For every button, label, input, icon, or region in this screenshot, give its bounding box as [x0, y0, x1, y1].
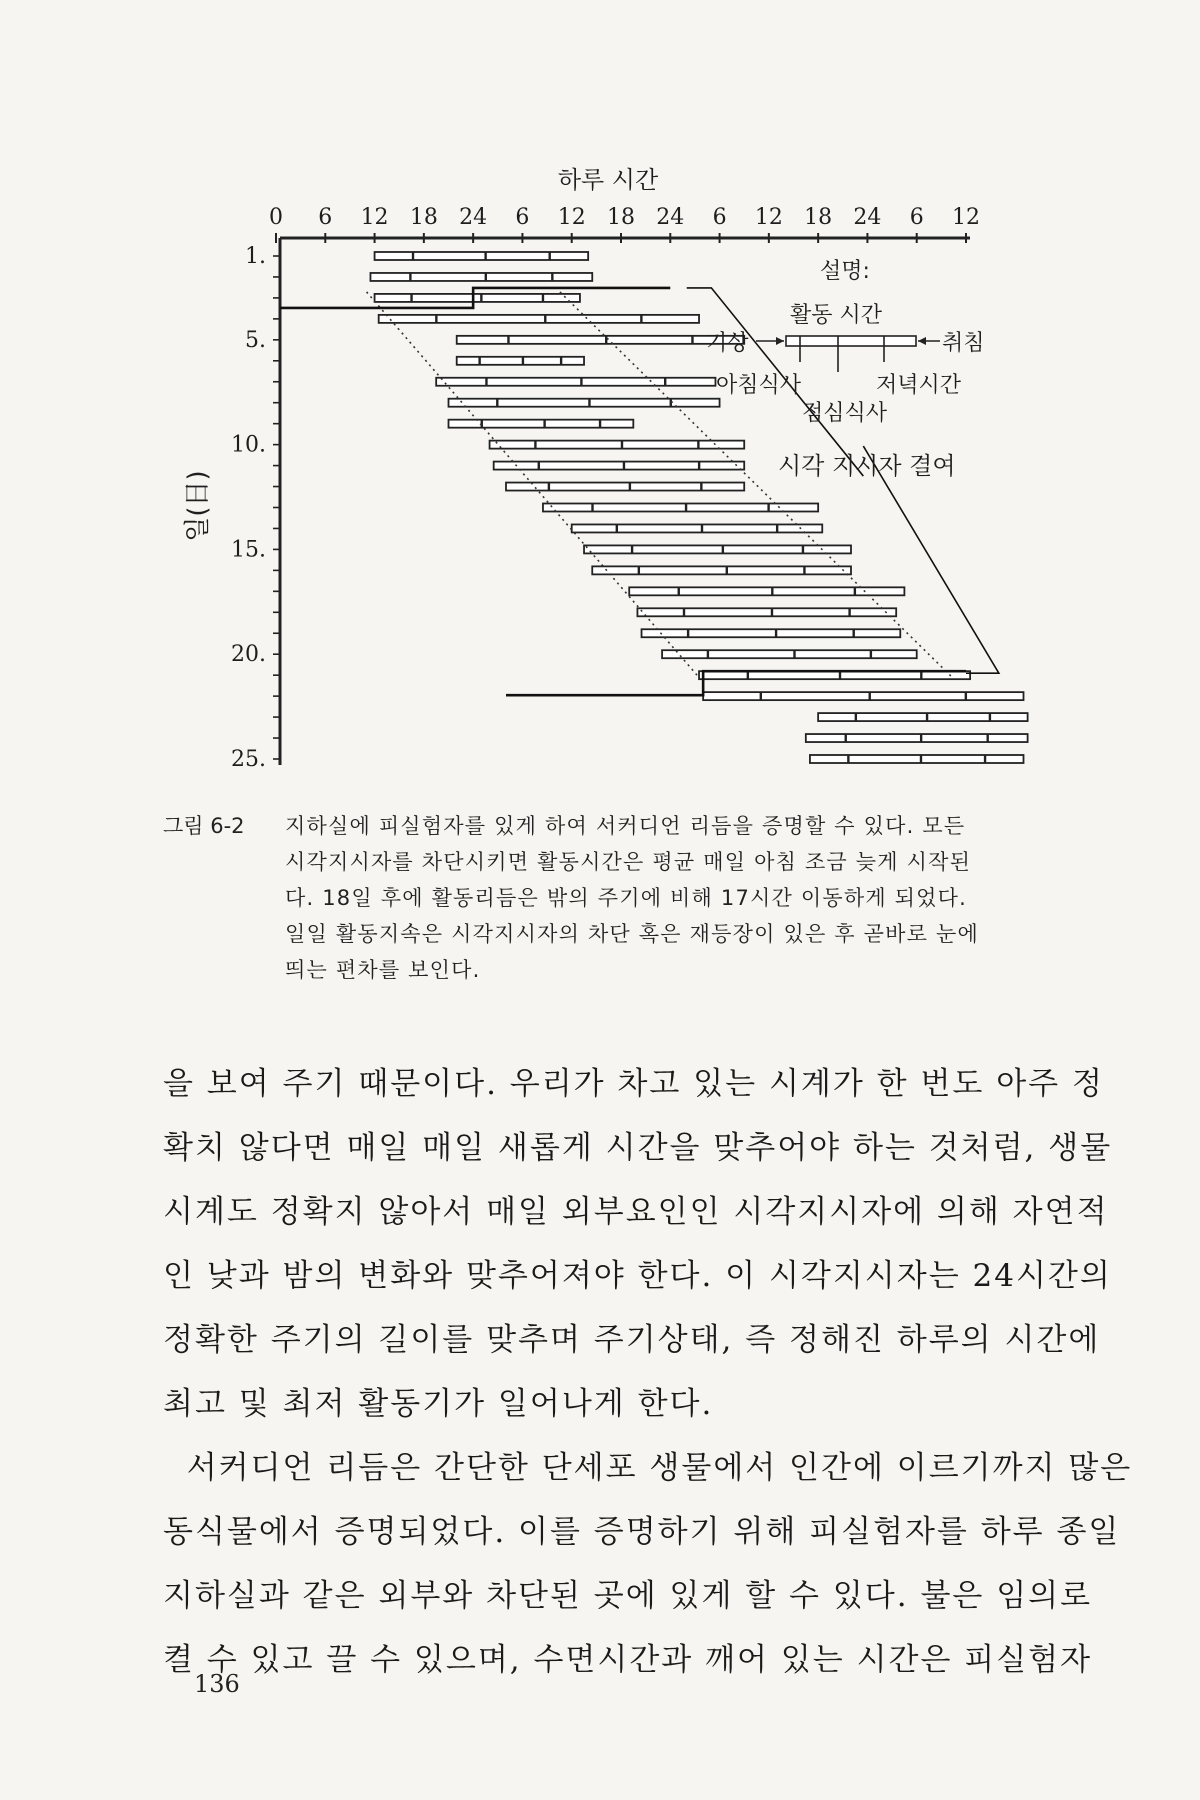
- activity-bar: [449, 399, 720, 407]
- activity-bar: [436, 378, 715, 386]
- activity-bar: [375, 294, 580, 302]
- y-tick-label: 1.: [245, 244, 266, 269]
- legend-sleep-arrowhead: [918, 337, 926, 345]
- caption-line: 일일 활동지속은 시각지시자의 차단 혹은 재등장이 있은 후 곧바로 눈에: [285, 922, 979, 946]
- x-tick-label: 24: [853, 205, 882, 230]
- activity-bar: [375, 252, 589, 260]
- activity-bar: [592, 566, 851, 574]
- y-axis-label: 일(日): [183, 470, 213, 542]
- legend-lunch-label: 점심식사: [802, 401, 888, 426]
- activity-bar: [810, 755, 1024, 763]
- caption-line: 띄는 편차를 보인다.: [285, 958, 481, 982]
- y-tick-label: 5.: [245, 327, 266, 353]
- legend-wake-label: 기상: [706, 331, 749, 356]
- x-tick-label: 12: [360, 205, 389, 230]
- body-line: 켤 수 있고 끌 수 있으며, 수면시간과 깨어 있는 시간은 피실험자: [163, 1642, 1093, 1678]
- x-tick-label: 24: [656, 205, 685, 230]
- x-tick-label: 18: [409, 205, 438, 230]
- y-tick-label: 25.: [231, 747, 266, 772]
- body-line: 을 보여 주기 때문이다. 우리가 차고 있는 시계가 한 번도 아주 정: [163, 1066, 1104, 1102]
- x-tick-label: 12: [754, 205, 783, 230]
- activity-bar: [543, 504, 818, 512]
- activity-bar: [703, 692, 1023, 700]
- caption-line: 다. 18일 후에 활동리듬은 밖의 주기에 비해 17시간 이동하게 되었다.: [285, 886, 968, 910]
- x-tick-label: 0: [269, 205, 283, 230]
- legend-title: 설명:: [820, 259, 870, 284]
- y-tick-label: 15.: [231, 537, 266, 563]
- chart-title: 하루 시간: [557, 166, 659, 194]
- body-line: 지하실과 같은 외부와 차단된 곳에 있게 할 수 있다. 불은 임의로: [163, 1578, 1093, 1614]
- x-tick-label: 24: [459, 205, 488, 230]
- caption-text: [285, 808, 1093, 988]
- legend-dinner-label: 저녁시간: [876, 373, 962, 398]
- figure-caption: [163, 808, 1093, 988]
- activity-bar: [457, 336, 745, 344]
- annotation-no-time-cue: 시각 지시자 결여: [778, 452, 956, 480]
- x-tick-label: 12: [952, 205, 980, 230]
- body-paragraphs: [163, 1052, 1133, 1692]
- x-tick-label: 18: [804, 205, 833, 230]
- body-line: 정확한 주기의 길이를 맞추며 주기상태, 즉 정해진 하루의 시간에: [163, 1322, 1101, 1358]
- activity-bar: [572, 524, 823, 532]
- activity-bar: [449, 420, 634, 428]
- caption-line: 시각지시자를 차단시키면 활동시간은 평균 매일 아침 조금 늦게 시작된: [285, 850, 972, 874]
- y-tick-label: 20.: [231, 642, 266, 668]
- activity-bar: [818, 713, 1027, 721]
- legend-activity-label: 활동 시간: [790, 303, 883, 328]
- x-tick-label: 6: [318, 205, 333, 230]
- legend-breakfast-label: 아침식사: [716, 373, 802, 398]
- x-tick-label: 12: [557, 205, 586, 230]
- legend-sleep-label: 취침: [942, 331, 985, 356]
- activity-bar: [629, 587, 904, 595]
- body-line: 동식물에서 증명되었다. 이를 증명하기 위해 피실험자를 하루 종일: [163, 1514, 1121, 1550]
- activity-bar: [379, 315, 699, 323]
- activity-bar: [637, 608, 896, 616]
- legend: [706, 259, 985, 426]
- activity-bar: [494, 462, 745, 470]
- caption-label: 그림 6-2: [163, 814, 245, 838]
- activity-bar: [370, 273, 592, 281]
- legend-wake-arrowhead: [776, 337, 784, 345]
- caption-line: 지하실에 피실험자를 있게 하여 서커디언 리듬을 증명할 수 있다. 모든: [285, 814, 966, 838]
- activity-bar: [806, 734, 1028, 742]
- body-line: 확치 않다면 매일 매일 새롭게 시간을 맞추어야 하는 것처럼, 생물: [163, 1130, 1113, 1166]
- legend-activity-bar: [786, 336, 916, 346]
- activity-bar: [584, 545, 851, 553]
- x-tick-label: 18: [607, 205, 635, 230]
- page-number: 136: [194, 1670, 240, 1698]
- activity-bar: [490, 441, 745, 449]
- activity-bar: [642, 629, 901, 637]
- body-line: 서커디언 리듬은 간단한 단세포 생물에서 인간에 이르기까지 많은: [163, 1450, 1133, 1486]
- activity-bar: [662, 650, 917, 658]
- activity-chart: [0, 0, 1200, 790]
- x-tick-label: 6: [515, 205, 530, 230]
- body-line: 인 낮과 밤의 변화와 맞추어져야 한다. 이 시각지시자는 24시간의: [163, 1258, 1112, 1294]
- x-tick-label: 6: [712, 205, 727, 230]
- y-tick-label: 10.: [231, 432, 266, 458]
- activity-bar: [506, 483, 744, 491]
- activity-bar: [457, 357, 584, 365]
- body-line: 시계도 정확지 않아서 매일 외부요인인 시각지시자에 의해 자연적: [163, 1194, 1109, 1230]
- annotation-connector-bottom: [863, 446, 999, 673]
- body-line: 최고 및 최저 활동기가 일어나게 한다.: [163, 1386, 714, 1422]
- x-tick-label: 6: [909, 205, 924, 230]
